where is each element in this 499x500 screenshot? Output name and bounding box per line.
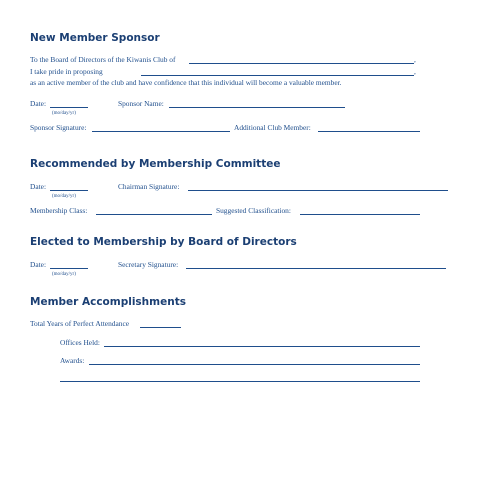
board-date-format-hint: (mo/day/yr) [52, 272, 76, 277]
committee-date-format-hint: (mo/day/yr) [52, 194, 76, 199]
section-heading-member-accomplishments: Member Accomplishments [30, 296, 186, 308]
proposing-label: I take pride in proposing [30, 67, 103, 76]
sponsor-date-format-hint: (mo/day/yr) [52, 111, 76, 116]
awards-field[interactable] [89, 364, 420, 365]
awards-continuation-field[interactable] [60, 381, 420, 382]
sponsor-date-label: Date: [30, 99, 47, 108]
sponsor-signature-label: Sponsor Signature: [30, 123, 87, 132]
section-heading-new-member-sponsor: New Member Sponsor [30, 32, 160, 44]
perfect-attendance-label: Total Years of Perfect Attendance [30, 319, 130, 328]
committee-date-label: Date: [30, 182, 47, 191]
membership-class-field[interactable] [96, 214, 212, 215]
awards-label: Awards: [60, 356, 85, 365]
sponsor-signature-field[interactable] [92, 131, 230, 132]
membership-class-label: Membership Class: [30, 206, 88, 215]
secretary-signature-field[interactable] [186, 268, 446, 269]
proposed-member-comma: , [414, 67, 416, 76]
section-heading-board-election: Elected to Membership by Board of Directors [30, 236, 297, 248]
sponsor-date-field[interactable] [50, 107, 88, 108]
club-name-comma: , [414, 55, 416, 64]
suggested-classification-field[interactable] [300, 214, 420, 215]
offices-held-field[interactable] [104, 346, 420, 347]
additional-club-member-label: Additional Club Member: [234, 123, 311, 132]
board-of-directors-label: To the Board of Directors of the Kiwanis Club of [30, 55, 176, 64]
additional-club-member-field[interactable] [318, 131, 420, 132]
secretary-signature-label: Secretary Signature: [118, 260, 179, 269]
sponsor-name-label: Sponsor Name: [118, 99, 164, 108]
confidence-statement: as an active member of the club and have confidence that this individual will become a valuable member. [30, 78, 342, 87]
section-heading-membership-committee: Recommended by Membership Committee [30, 158, 281, 170]
board-date-label: Date: [30, 260, 47, 269]
perfect-attendance-field[interactable] [140, 327, 181, 328]
chairman-signature-field[interactable] [188, 190, 448, 191]
offices-held-label: Offices Held: [60, 338, 100, 347]
chairman-signature-label: Chairman Signature: [118, 182, 180, 191]
proposed-member-field[interactable] [141, 75, 414, 76]
sponsor-name-field[interactable] [169, 107, 345, 108]
suggested-classification-label: Suggested Classification: [216, 206, 291, 215]
board-date-field[interactable] [50, 268, 88, 269]
club-name-field[interactable] [189, 63, 414, 64]
committee-date-field[interactable] [50, 190, 88, 191]
